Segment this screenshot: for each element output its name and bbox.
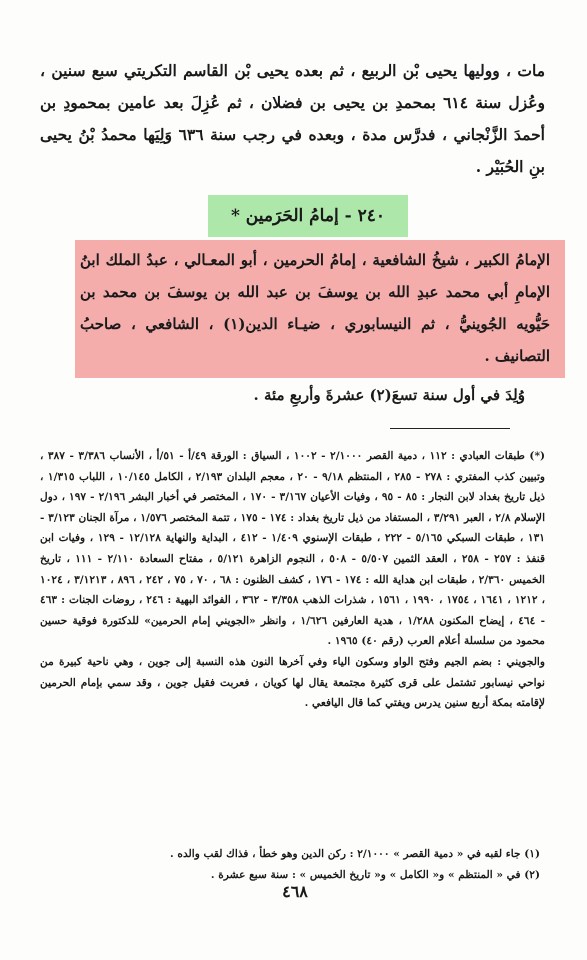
nisba-note: والجويني : بضم الجيم وفتح الواو وسكون الياء وفي آخرها النون هذه النسبة إلى جوين ، وهي ناحية كبيرة من نواحي نيسابور تشتمل على قرى كثيرة مجتمعة يقال لها كويان ، فعربت فقيل جوين ، وقد سمي بإمام الحرمين لإقامته بمكة أربع سنين يدرس ويفتي كما قال اليافعي .: [40, 655, 545, 710]
footnote-2: (٢) في « المنتظم » و« الكامل » و« تاريخ الخميس » : سنة سبع عشرة .: [210, 869, 540, 881]
entry-heading: ٢٤٠ - إمامُ الحَرَمين *: [231, 206, 385, 226]
source-notes: [40, 446, 545, 714]
source-note: (*) طبقات العبادي : ١١٢ ، دمية القصر ٢/١٠٠٠ - ١٠٠٢ ، السياق : الورقة ٤٩/أ - ٥١/أ ، الأنساب ٣/٣٨٦ - ٣٨٧ ، وتبيين كذب المفتري : ٢٧٨ - ٢٨٥ ، المنتظم ٩/١٨ - ٢٠ ، معجم البلدان ٢/١٩٣ ، الكامل ١٠/١٤٥ ، اللباب ١/٣١٥ ، ذيل تاريخ بغداد لابن النجار : ٨٥ - ٩٥ ، وفيات الأعيان ٣/١٦٧ - ١٧٠ ، المختصر في أخبار البشر ٢/١٩٦ - ١٩٧ ، دول الإسلام ٢/٨ ، العبر ٣/٢٩١ ، المستفاد من ذيل تاريخ بغداد : ١٧٤ - ١٧٥ ، تتمة المختصر ١/٥٧٦ ، مرآة الجنان ٣/١٢٣ - ١٣١ ، طبقات السبكي ٥/١٦٥ - ٢٢٢ ، طبقات الإسنوي ١/٤٠٩ - ٤١٢ ، البداية والنهاية ١٢/١٢٨ - ١٢٩ ، وفيات ابن قنفذ : ٢٥٧ - ٢٥٨ ، العقد الثمين ٥/٥٠٧ - ٥٠٨ ، النجوم الزاهرة ٥/١٢١ ، مفتاح السعادة ٢/١١٠ - ١١١ ، تاريخ الخميس ٢/٣٦٠ ، طبقات ابن هداية الله : ١٧٤ - ١٧٦ ، كشف الظنون : ٦٨ ، ٧٠ ، ٧٥ ، ٢٤٢ ، ٨٩٦ ، ٣/١٢١٣ ، ١٠٢٤ ، ١٢١٢ ، ١٦٤١ ، ١٧٥٤ ، ١٩٩٠ ، ١٥٦١ ، شذرات الذهب ٣/٣٥٨ - ٣٦٢ ، الفوائد البهية : ٢٤٦ ، روضات الجنات : ٤٦٣ - ٤٦٤ ، إيضاح المكنون ١/٢٨٨ ، هدية العارفين ١/٦٢٦ ، وانظر «الجويني إمام الحرمين» للدكتورة فوقية حسين محمود من سلسلة أعلام العرب (رقم ٤٠) ١٩٦٥ .: [40, 450, 546, 648]
footnote-divider: [390, 428, 510, 429]
footnote-1: (١) جاء لقبه في « دمية القصر » ٢/١٠٠٠ : ركن الدين وهو خطأ ، فذاك لقب والده .: [170, 848, 540, 860]
footnotes: [70, 844, 540, 886]
continuation-paragraph: مات ، ووليها يحيى بْن الربيع ، ثم بعده يحيى بْن القاسم التكريتي سبع سنين ، وعُزل سنة ٦١٤ بمحمدِ بن يحيى بن فضلان ، ثم عُزِلَ بعد عامين بمحمودِ بن أحمدَ الزَّنْجاني ، فدرَّس مدة ، وبعده في رجب سنة ٦٣٦ وَلِيَها محمدُ بْنُ يحيى بنِ الحُبَيْر .: [40, 61, 545, 176]
page-number: ٤٦٨: [282, 882, 308, 901]
birth-line: وُلِدَ في أول سنة تسعَ(٢) عشرةَ وأربعِ مئة .: [253, 386, 525, 404]
entry-biography: الإمامُ الكبير ، شيخُ الشافعية ، إمامُ الحرمين ، أبو المعـالي ، عبدُ الملك ابنُ الإمامِ أبي محمد عبدِ الله بن يوسفَ بن عبد الله بن يوسفَ بن محمد بن حَيُّويه الجُوينيُّ ، ثم النيسابوري ، ضيـاء الدين(١) ، الشافعي ، صاحبُ التصانيف .: [80, 251, 550, 365]
